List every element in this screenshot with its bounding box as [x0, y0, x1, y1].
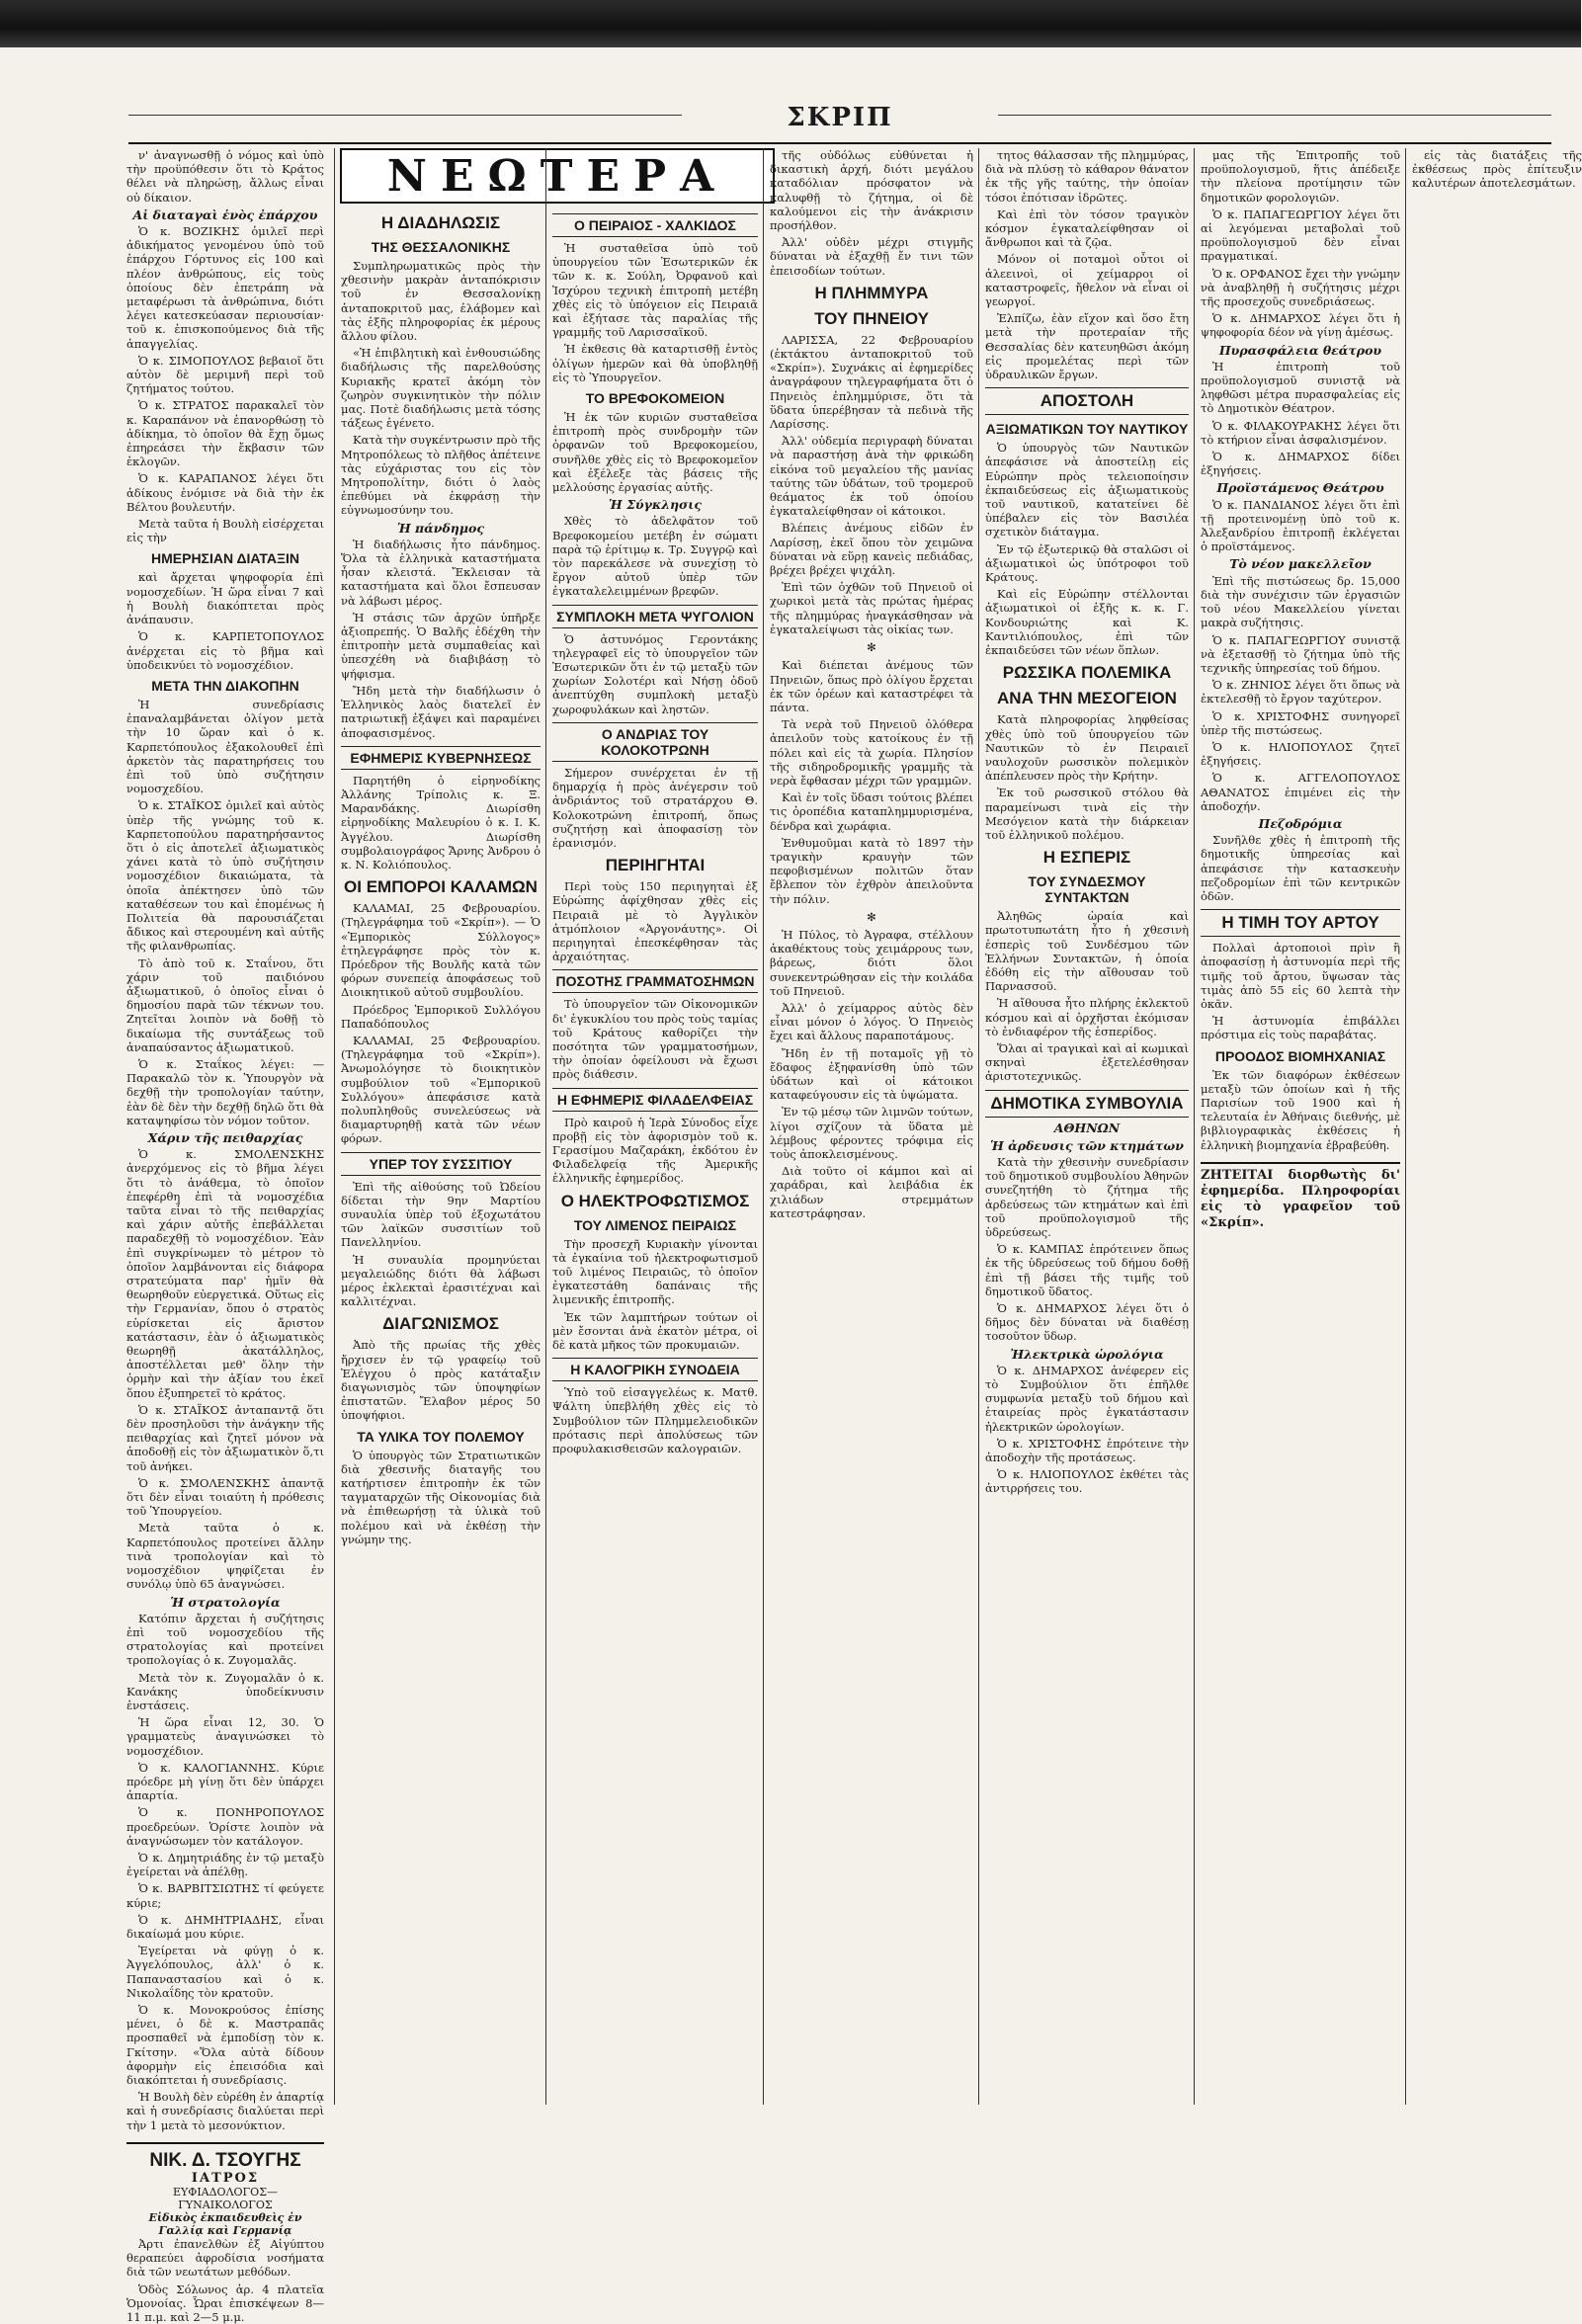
article-text: Ὁ κ. ΠΑΠΑΓΕΩΡΓΙΟΥ συνιστᾷ νὰ ἐξετασθῇ τὸ ζήτημα ὑπὸ τῆς τεχνικῆς ὑπηρεσίας τοῦ δήμου.	[1201, 632, 1400, 675]
article-headline: Ο ΗΛΕΚΤΡΟΦΩΤΙΣΜΟΣ	[560, 1191, 750, 1210]
article-text: Βλέπεις ἀνέμους εἰδῶν ἐν Λαρίσσῃ, ἐκεῖ ὅπου τὸν χειμῶνα δύναται νὰ εὕρῃ κανεὶς πεδιάδας, βρέχει βρέχει ψιχάλη.	[770, 521, 973, 578]
article-text: Ἡ συναυλία προμηνύεται μεγαλειώδης διότι θὰ λάβωσι μέρος ἐκλεκταὶ ἐρασιτέχναι καὶ καλλιτέχναι.	[341, 1252, 541, 1309]
article-headline: Η ΕΣΠΕΡΙΣ	[1042, 848, 1131, 868]
article-headline: ΤΑ ΥΛΙΚΑ ΤΟΥ ΠΟΛΕΜΟΥ	[357, 1428, 525, 1445]
article-text: Περὶ τοὺς 150 περιηγηταὶ ἐξ Εὐρώπης ἀφίχθησαν χθὲς εἰς Πειραιᾶ μὲ τὸ Ἀγγλικὸν ἀτμόπλοιον «Ἀργονάυτης». Οἱ περιηγηταὶ ἐπεσκέφθησαν τὰς ἀρχαιότητας.	[552, 879, 758, 964]
article-text: Ὁ ὑπουργὸς τῶν Στρατιωτικῶν διὰ χθεσινῆς διαταγῆς του κατήρτισεν ἐπιτροπὴν ἐκ τῶν ταγματαρχῶν τῆς Οἰκονομίας διὰ νὰ ἐπιθεωρήσῃ τὰ ὑλικὰ τοῦ πολέμου καὶ νὰ ἐκθέσῃ τὴν γνώμην της.	[341, 1448, 541, 1546]
article-headline: ΣΥΜΠΛΟΚΗ ΜΕΤΑ ΨΥΓΟΛΙΟΝ	[552, 605, 758, 628]
article-headline: ΟΙ ΕΜΠΟΡΟΙ ΚΑΛΑΜΩΝ	[344, 877, 538, 897]
article-text: Ὁ ἀστυνόμος Γεροντάκης τηλεγραφεῖ εἰς τὸ ὑπουργεῖον τῶν Ἐσωτερικῶν ὅτι ἐν τῷ μεταξὺ τῶν χωρίων Σολοτέρι καὶ Νήσῃ ὁδοῦ ἀνεπτύχθη συμπλοκὴ μεταξὺ χωροφυλάκων καὶ ληστῶν.	[552, 631, 758, 716]
article-headline: Ο ΠΕΙΡΑΙΟΣ - ΧΑΛΚΙΔΟΣ	[552, 213, 758, 237]
article-text: ΚΑΛΑΜΑΙ, 25 Φεβρουαρίου. (Τηλεγράφημα τοῦ «Σκρίπ»). — Ὁ «Ἐμπορικὸς Σύλλογος» ἐτηλεγράφησε πρὸς τὸν κ. Πρόεδρον τῆς Βουλῆς κατὰ τῶν φόρων συνεπείᾳ ἀποφάσεως τοῦ Διοικητικοῦ αὐτοῦ συμβουλίου.	[341, 901, 541, 1000]
article-text: Ἡ διαδήλωσις ἦτο πάνδημος. Ὅλα τὰ ἑλληνικὰ καταστήματα ἦσαν κλειστά. Ἔκλεισαν τὰ καταστήματα καὶ ὅλοι ἔσπευσαν νὰ λάβωσι μέρος.	[341, 537, 541, 608]
article-headline-sub: ΤΟΥ ΠΗΝΕΙΟΥ	[814, 308, 929, 328]
article-headline: Ο ΑΝΔΡΙΑΣ ΤΟΥ ΚΟΛΟΚΟΤΡΩΝΗ	[552, 722, 758, 762]
asterisk-divider: ✻	[867, 909, 876, 924]
article-text: Ὁ κ. ΔΗΜΑΡΧΟΣ ἀνέφερεν εἰς τὸ Συμβούλιον ὅτι ἐπῆλθε συμφωνία μεταξὺ τοῦ δήμου καὶ ἑταιρείας πρὸς ἐγκατάστασιν ἠλεκτρικῶν ὡρολογίων.	[985, 1363, 1189, 1434]
article-text: ν' ἀναγνωσθῇ ὁ νόμος καὶ ὑπὸ τὴν προϋπόθεσιν ὅτι τὸ Κράτος θέλει νὰ πληρώσῃ, ἄλλως εἶναι οὐ δίκαιον.	[126, 148, 324, 205]
article-text: Ἤδη ἐν τῇ ποταμοῖς γῇ τὸ ἔδαφος ἐξηφανίσθη ὑπὸ τῶν ὑδάτων καὶ οἱ κάτοικοι καταφεύγουσιν εἰς τὰ ὑψώματα.	[770, 1045, 973, 1103]
article-text: Πολλαὶ ἀρτοποιοὶ πρὶν ἢ ἀποφασίσῃ ἡ ἀστυνομία περὶ τῆς τιμῆς τοῦ ἄρτου, ὕψωσαν τὰς τιμὰς ἀπὸ 55 εἰς 60 λεπτὰ τὴν ὀκᾶν.	[1201, 941, 1400, 1011]
article-text: Χθὲς τὸ ἀδελφᾶτον τοῦ Βρεφοκομείου μετέβη ἐν σώματι παρὰ τῷ ἐρίτιμῳ κ. Τρ. Συγγρῷ καὶ τὸν παρεκάλεσε νὰ συνεχίσῃ τὸ ἔργον αὐτοῦ ὑπὲρ τῶν ἐγκαταλελειμμένων βρεφῶν.	[552, 514, 758, 599]
article-text: Ἀλλ' οὐδεμία περιγραφὴ δύναται νὰ παραστήσῃ ἀνὰ τὴν φρικώδη εἰκόνα τοῦ μεγαλείου τῆς μανίας ταύτης τῶν ὑδάτων, τοῦ τρομεροῦ θεάματος ἐκ τοῦ ὁποίου ἐγκαταλείφθησαν οἱ κάτοικοι.	[770, 434, 973, 519]
article-headline-sub: ΤΟΥ ΣΥΝΔΕΣΜΟΥ ΣΥΝΤΑΚΤΩΝ	[1028, 873, 1146, 906]
article-text: Ἡ συνεδρίασις ἐπαναλαμβάνεται ὀλίγον μετὰ τὴν 10 ὥραν καὶ ὁ κ. Καρπετόπουλος ἐξακολουθεῖ ἐπὶ ἀρκετὸν τὰς παρατηρήσεις του ἐπὶ τοῦ ὑπὸ συζήτησιν νομοσχεδίου.	[126, 697, 324, 796]
column-1	[126, 148, 324, 2324]
article-text: Σήμερον συνέρχεται ἐν τῇ δημαρχίᾳ ἡ πρὸς ἀνέγερσιν τοῦ ἀνδριάντος τοῦ στρατάρχου Θ. Κολοκοτρώνη ἐπιτροπή, ὅπως συζητήσῃ καὶ ἀποφασίσῃ τὸν ἐρανισμόν.	[552, 765, 758, 850]
article-text: Συνῆλθε χθὲς ἡ ἐπιτροπὴ τῆς δημοτικῆς ὑπηρεσίας καὶ ἀπεφάσισε τὴν κατασκευὴν πεζοδρομίων ἐπὶ τῶν κεντρικῶν ὁδῶν.	[1201, 833, 1400, 903]
section-heading: Πυρασφάλεια θεάτρου	[1218, 342, 1382, 358]
article-headline: Η ΔΙΑΔΗΛΩΣΙΣ	[380, 213, 501, 232]
column-5	[978, 148, 1189, 2105]
doctor-title: ΙΑΤΡΟΣ	[191, 2170, 260, 2186]
article-text: Κατὰ τὴν χθεσινὴν συνεδρίασιν τοῦ δημοτικοῦ συμβουλίου Ἀθηνῶν συνεζητήθη τὸ ζήτημα τῆς ἀρδεύσεως τῶν κτημάτων καὶ ἐπὶ τοῦ προϋπολογισμοῦ τῆς ὑδρεύσεως.	[985, 1154, 1189, 1239]
article-text: τῆς οὐδόλως εὐθύνεται ἡ δικαστικὴ ἀρχή, διότι μεγάλου καταδόλιαν πρόσφατον νὰ καλυφθῇ τὸ ζήτημα, οἱ δὲ καλούμενοι εἰς τὴν ἀνάκρισιν προσήλθον.	[770, 148, 973, 233]
article-text: Ἐκ τοῦ ρωσσικοῦ στόλου θὰ παραμείνωσι τινὰ εἰς τὴν Μεσόγειον κατὰ τὴν διάρκειαν τοῦ ἑλληνικοῦ πολέμου.	[985, 786, 1189, 842]
article-text: Ἡ αἴθουσα ἦτο πλήρης ἐκλεκτοῦ κόσμου καὶ αἱ ὀρχῆσται ἐκόμισαν τὸ ἐνδιαφέρον τῆς ἑσπερίδος.	[985, 996, 1189, 1038]
masthead-rule-right	[998, 115, 1551, 116]
article-text: Κατὰ πληροφορίας ληφθείσας χθὲς ὑπὸ τοῦ ὑπουργείου τῶν Ναυτικῶν τὸ ἐν Πειραιεῖ ναυλοχοῦν ρωσσικὸν πολεμικὸν ἀπέπλευσεν πρὸς τὴν Κρήτην.	[985, 712, 1189, 784]
article-text: Ἀληθῶς ὡραία καὶ πρωτοτυπωτάτη ἦτο ἡ χθεσινὴ ἑσπερὶς τοῦ Συνδέσμου τῶν Ἑλλήνων Συντακτῶν, ἡ ὁποία ἐδόθη εἰς τὴν αἴθουσαν τοῦ Παρνασσοῦ.	[985, 909, 1189, 994]
section-heading: Τὸ νέον μακελλεῖον	[1229, 556, 1372, 572]
article-text: Κατόπιν ἄρχεται ἡ συζήτησις ἐπὶ τοῦ νομοσχεδίου τῆς στρατολογίας καὶ προτείνει τροπολογίας ὁ κ. Ζυγομαλᾶς.	[126, 1611, 324, 1668]
article-text: Ὁ κ. ΒΟΖΙΚΗΣ ὁμιλεῖ περὶ ἀδικήματος γενομένου ὑπὸ τοῦ ἐπάρχου Γόρτυνος εἰς 100 καὶ πλέον ἀνθρώπους, εἰς τοὺς ὁποίους δὲν ἐπετράπη νὰ μεταφέρωσι τὰ ἀνθρώπινα, διότι λέγει κατεσκεύασαν περιουσίαν· τοῦ κ. ἐπισκοπούμενος διὰ τῆς ἀπαγγελίας.	[126, 224, 324, 351]
article-text: Ὁ κ. ΑΓΓΕΛΟΠΟΥΛΟΣ ΑΘΑΝΑΤΟΣ ἐπιμένει εἰς τὴν ἀποδοχήν.	[1201, 771, 1400, 813]
article-text: Πρὸ καιροῦ ἡ Ἱερὰ Σύνοδος εἶχε προβῇ εἰς τὸν ἀφορισμὸν τοῦ κ. Γερασίμου Μαζαράκη, ἐκδότου ἐν Φιλαδελφείᾳ τῆς Ἀμερικῆς ἑλληνικῆς ἐφημερίδος.	[552, 1115, 758, 1186]
article-text: Ἡ συσταθεῖσα ὑπὸ τοῦ ὑπουργείου τῶν Ἐσωτερικῶν ἐκ τῶν κ. κ. Σούλη, Ὀρφανοῦ καὶ Ἰσχύρου τεχνικὴ ἐπιτροπὴ μετέβη χθὲς εἰς τὸ ὑπόγειον εἰς Πειραιᾶ καὶ ἐξήτασε τὰς παραλίας τῆς γραμμῆς τοῦ Λαρισσαϊκοῦ.	[552, 241, 758, 340]
doctor-name: ΝΙΚ. Δ. ΤΣΟΥΓΗΣ	[149, 2149, 301, 2171]
article-text: Ἐν τῷ μέσῳ τῶν λιμνῶν τούτων, λίγοι σχίζουν τὰ ὕδατα μὲ λέμβους φέροντες τρόφιμα εἰς τοὺς ἀποκλεισμένους.	[770, 1105, 973, 1161]
article-headline-sub: ΤΟΥ ΛΙΜΕΝΟΣ ΠΕΙΡΑΙΩΣ	[573, 1216, 737, 1233]
article-text: Τὸ ὑπουργεῖον τῶν Οἰκονομικῶν δι' ἐγκυκλίου του πρὸς τοὺς ταμίας τοῦ Κράτους καθορίζει τὴν ποσότητα τῶν γραμματοσήμων, τὴν ὁποίαν ὀφείλουσι νὰ ἔχωσι πρὸς διάθεσιν.	[552, 997, 758, 1082]
article-text: Ὁ κ. ΣΜΟΛΕΝΣΚΗΣ ἀπαντᾷ ὅτι δὲν εἶναι τοιαύτη ἡ πρόθεσις τοῦ Ὑπουργείου.	[126, 1475, 324, 1519]
article-text: Ὁ κ. ΣΤΡΑΤΟΣ παρακαλεῖ τὸν κ. Καραπάνον νὰ ἐπανορθώσῃ τὸ ἀδίκημα, τὸ ὁποῖον θὰ ἔχῃ ὅμως ἐπηρεάσει τὴν ἔκβασιν τῶν ἐκλογῶν.	[126, 398, 324, 469]
article-text: Ὁ κ. ΦΙΛΑΚΟΥΡΑΚΗΣ λέγει ὅτι τὸ κτήριον εἶναι ἀσφαλισμένον.	[1201, 418, 1400, 447]
article-text: Καὶ διέπεται ἀνέμους τῶν Πηνειῶν, ὅπως πρὸ ὀλίγου ἔρχεται ἐκ τῶν ὀρέων καὶ καταστρέφει τὰ πάντα.	[770, 658, 973, 714]
article-headline: ΠΟΣΟΤΗΣ ΓΡΑΜΜΑΤΟΣΗΜΩΝ	[552, 969, 758, 993]
article-text: Ὁ κ. ΧΡΙΣΤΟΦΗΣ συνηγορεῖ ὑπὲρ τῆς πιστώσεως.	[1201, 708, 1400, 737]
section-heading: Ἠλεκτρικὰ ὡρολόγια	[1010, 1346, 1164, 1362]
article-headline: ΤΟ ΒΡΕΦΟΚΟΜΕΙΟΝ	[585, 390, 725, 407]
article-text: Τὸ ἀπὸ τοῦ κ. Σταΐνου, ὅτι χάριν τοῦ παιδιόνου ἀξιωματικοῦ, ὁ ὁποῖος εἶναι ὁ δημοσίου παρὰ τῶν τέκνων του. Ζητεῖται λοιπὸν νὰ δοθῇ τὸ δικαίωμα τῆς συντάξεως τοῦ ἀναπαύσαντος ἀξιωματικοῦ.	[126, 955, 324, 1054]
article-text: Ἐκ τῶν λαμπτήρων τούτων οἱ μὲν ἔσονται ἀνὰ ἐκατὸν μέτρα, οἱ δὲ κατὰ μῆκος τῶν προκυμαιῶν.	[552, 1309, 758, 1352]
article-text: Συμπληρωματικῶς πρὸς τὴν χθεσινὴν μακρὰν ἀνταπόκρισιν τοῦ ἐν Θεσσαλονίκῃ ἀνταποκριτοῦ μας, ἐλάβομεν καὶ τὰς ἑξῆς πληροφορίας ἐκ μέρους ἄλλου φίλου.	[341, 259, 541, 344]
article-text: Ἐπὶ τῆς πιστώσεως δρ. 15,000 διὰ τὴν συνέχισιν τῶν ἐργασιῶν τοῦ νέου Μακελλείου γίνεται μακρὰ συζήτησις.	[1201, 573, 1400, 630]
article-text: Ὁ κ. Μονοκρούσος ἐπίσης μένει, ὁ δὲ κ. Μαστραπᾶς προσπαθεῖ νὰ ἐμποδίσῃ τὸν κ. Γκίτσην. «Ὅλα αὐτὰ δίδουν ἀφορμὴν εἰς ἐπεισόδια καὶ διακόπτεται ἡ συνεδρίασις.	[126, 2002, 324, 2087]
article-text: Ἤδη μετὰ τὴν διαδήλωσιν ὁ Ἑλληνικὸς λαὸς διατελεῖ ἐν πατριωτικῇ ἐξάψει καὶ παραμένει ἀποφασισμένος.	[341, 683, 541, 740]
wanted-notice: ΖΗΤΕΙΤΑΙ διορθωτὴς δι' ἐφημερίδα. Πληροφορίαι εἰς τὸ γραφεῖον τοῦ «Σκρίπ».	[1201, 1162, 1400, 1231]
article-headline-sub: ΤΗΣ ΘΕΣΣΑΛΟΝΙΚΗΣ	[371, 239, 511, 255]
article-text: Μετὰ ταῦτα ἡ Βουλὴ εἰσέρχεται εἰς τὴν	[126, 517, 324, 545]
article-headline: ΠΡΟΟΔΟΣ ΒΙΟΜΗΧΑΝΙΑΣ	[1214, 1047, 1386, 1064]
article-headline: ΥΠΕΡ ΤΟΥ ΣΥΣΣΙΤΙΟΥ	[341, 1152, 541, 1176]
article-text: Μετὰ ταῦτα ὁ κ. Καρπετόπουλος προτείνει ἄλλην τινὰ τροπολογίαν καὶ τὸ νομοσχέδιον ψηφίζεται ἐν συνόλῳ ὑπὸ 65 ἀναγνώσει.	[126, 1521, 324, 1592]
article-text: Ἡ ἐκ τῶν κυριῶν συσταθεῖσα ἐπιτροπὴ πρὸς συνδρομὴν τῶν ὀρφανῶν τοῦ Βρεφοκομείου, συνῆλθε χθὲς εἰς τὸ Βρεφοκομεῖον καὶ ἐξέλεξε τὰς βάσεις τῆς μελλούσης ἐργασίας αὐτῆς.	[552, 410, 758, 495]
article-text: Ὁ κ. ΔΗΜΗΤΡΙΑΔΗΣ, εἶναι δικαίωμά μου κύριε.	[126, 1912, 324, 1941]
article-text: Ἡ ὥρα εἶναι 12, 30. Ὁ γραμματεὺς ἀναγινώσκει τὸ νομοσχέδιον.	[126, 1715, 324, 1758]
article-text: Ἀλλ' οὐδὲν μέχρι στιγμῆς δύναται νὰ ἐξαχθῇ ἔν τινι τῶν ἐπεισοδίων τούτων.	[770, 235, 973, 278]
article-text: Μόνον οἱ ποταμοὶ οὗτοι οἱ ἀλεεινοὶ, οἱ χείμαρροι οἱ καταστροφεῖς, ἤθελον νὰ εἶναι οἱ γεωργοί.	[985, 252, 1189, 309]
article-text: Ὁ κ. Δημητριάδης ἐν τῷ μεταξὺ ἐγείρεται νὰ ἀπέλθῃ.	[126, 1850, 324, 1879]
article-headline-sub: ΑΝΑ ΤΗΝ ΜΕΣΟΓΕΙΟΝ	[997, 689, 1177, 708]
article-text: Παρητήθη ὁ εἰρηνοδίκης Ἀλλάνης Τρίπολις κ. Ξ. Μαρανδάκης. Διωρίσθη εἰρηνοδίκης Μαλευρίου ὁ κ. Ι. Κ. Ἀγγέλου. Διωρίσθη συμβολαιογράφος Ἄρνης Ἀνδρου ὁ κ. Ν. Κολιόπουλος.	[341, 773, 541, 872]
article-text: Ὁ κ. ΚΑΡΠΕΤΟΠΟΥΛΟΣ ἀνέρχεται εἰς τὸ βῆμα καὶ ὑποδεικνύει τὸ νομοσχέδιον.	[126, 629, 324, 672]
article-text: Ὁ κ. ΣΤΑΪΚΟΣ ἀνταπαντᾷ ὅτι δὲν προσηλοῦσι τὴν ἀνάγκην τῆς πειθαρχίας καὶ ζητεῖ μόνον νὰ ἀποδοθῇ εἰς τὸν ἀξιωματικὸν ὅ,τι τοῦ ἀνήκει.	[126, 1402, 324, 1473]
article-text: Τὴν προσεχῆ Κυριακὴν γίνονται τὰ ἐγκαίνια τοῦ ἠλεκτροφωτισμοῦ τοῦ λιμένος Πειραιῶς, τὸ ὁποῖον ἐγκατεστάθη δαπάναις τῆς λιμενικῆς ἐπιτροπῆς.	[552, 1236, 758, 1307]
article-text: Ἡ ἀστυνομία ἐπιβάλλει πρόστιμα εἰς τοὺς παραβάτας.	[1201, 1014, 1400, 1042]
article-text: Καὶ εἰς Εὐρώπην στέλλονται ἀξιωματικοὶ οἱ ἑξῆς κ. κ. Γ. Κονδουριώτης καὶ Κ. Καντιλιόπουλος, ἐπὶ τῶν ἐκπαιδεύσει τῶν νέων ὅπλων.	[985, 587, 1189, 658]
article-text: Ὁ κ. ΠΑΝΔΙΑΝΟΣ λέγει ὅτι ἐπὶ τῇ προτεινομένῃ ὑπὸ τοῦ κ. Ἀλεξανδρίου ἐπιτροπῇ ἐκλέγεται ὁ προϊστάμενος.	[1201, 497, 1400, 554]
article-headline: Η ΠΛΗΜΜΥΡΑ	[814, 283, 929, 302]
article-text: Ἀπὸ τῆς πρωίας τῆς χθὲς ἤρχισεν ἐν τῷ γραφείῳ τοῦ Ἐλέγχου ὁ πρὸς κατάταξιν διαγωνισμὸς τῶν ὑποψηφίων ἐπιστατῶν. Ἔλαβον μέρος 50 ὑποψήφιοι.	[341, 1338, 541, 1423]
article-text: ΚΑΛΑΜΑΙ, 25 Φεβρουαρίου. (Τηλεγράφημα τοῦ «Σκρίπ»). Ἀνωμολόγησε τὸ διοικητικὸν συμβούλιον τοῦ «Ἐμπορικοῦ Συλλόγου» ἀπεφάσισε κατὰ πολυπληθοῦς συνελεύσεως νὰ διαμαρτυρηθῇ κατὰ τῶν νέων φόρων.	[341, 1033, 541, 1146]
article-text: Ἐπὶ τῶν ὀχθῶν τοῦ Πηνειοῦ οἱ χωρικοὶ μετὰ τὰς πρώτας ἡμέρας τῆς πλημμύρας ἠναγκάσθησαν νὰ ἐγκαταλείψωσι τὰς οἰκίας των.	[770, 580, 973, 636]
article-text: Ὁ κ. ΗΛΙΟΠΟΥΛΟΣ ζητεῖ ἐξηγήσεις.	[1201, 739, 1400, 769]
article-signature: Πρόεδρος Ἐμπορικοῦ Συλλόγου Παπαδόπουλος	[341, 1002, 541, 1031]
article-headline: Η ΤΙΜΗ ΤΟΥ ΑΡΤΟΥ	[1201, 909, 1400, 937]
article-headline: ΑΠΟΣΤΟΛΗ	[985, 387, 1189, 415]
article-text: καὶ ἄρχεται ψηφοφορία ἐπὶ νομοσχεδίων. Ἡ ὥρα εἶναι 7 καὶ ἡ Βουλὴ διακόπτεται πρὸς ἀνάπαυσιν.	[126, 570, 324, 627]
article-text: μας τῆς Ἐπιτροπῆς τοῦ προϋπολογισμοῦ, ἥτις ἀπέδειξε τὴν πλείονα προτίμησιν τῶν δημοτικῶν φορολογιῶν.	[1201, 148, 1400, 205]
article-text: Ὁ κ. ΣΤΑΪΚΟΣ ὁμιλεῖ καὶ αὐτὸς ὑπὲρ τῆς γνώμης τοῦ κ. Καρπετοπούλου παρατηρήσαντος ὅτι ὁ εἰς ἀποτελεῖ ἀξιωματικὸς χάνει κατὰ τὸ ὑπὸ συζήτησιν νομοσχέδιον δικαιώματα, τὰ ὁποῖα ἀπέκτησεν ὑπὸ τῶν καταθέσεων του καὶ ἐπομένως ἡ Πολιτεία θὰ παρουσιάζεται ἄδικος καὶ στερουμένη καὶ αὐτῆς τῆς φιλανθρωπίας.	[126, 798, 324, 954]
banner-space	[341, 148, 541, 208]
article-headline: Η ΚΑΛΟΓΡΙΚΗ ΣΥΝΟΔΕΙΑ	[552, 1358, 758, 1381]
section-banner: ΝΕΩΤΕΡΑ	[340, 148, 775, 204]
article-text: Ἐλπίζω, ἐὰν εἴχον καὶ ὅσο ἔτη μετὰ τὴν προτεραίαν τῆς Θεσσαλίας δὲν κατευηθῶσι ἀκόμη εἰς προμελέτας περὶ τῶν ὑδραυλικῶν ἔργων.	[985, 311, 1189, 382]
article-headline: ΡΩΣΣΙΚΑ ΠΟΛΕΜΙΚΑ	[1002, 663, 1172, 683]
article-text: Ἐκ τῶν διαφόρων ἐκθέσεων μεταξὺ τῶν ὁποίων καὶ ἡ τῆς Παρισίων τοῦ 1900 καὶ ἡ τελευταία ἐν Ἀθήναις διεθνής, μὲ βιβλιογραφικὰς ἐκθέσεις ἡ ἑλληνικὴ βιομηχανία ἐβραβεύθη.	[1201, 1067, 1400, 1152]
article-text: Ἡ Βουλὴ δὲν εὑρέθη ἐν ἀπαρτίᾳ καὶ ἡ συνεδρίασις διαλύεται περὶ τὴν 1 μετὰ τὸ μεσονύκτιον.	[126, 2090, 324, 2132]
article-headline: ΔΗΜΟΤΙΚΑ ΣΥΜΒΟΥΛΙΑ	[985, 1090, 1189, 1118]
article-text: Ἡ ἐπιτροπὴ τοῦ προϋπολογισμοῦ συνιστᾷ νὰ ληφθῶσι μέτρα πυρασφαλείας εἰς τὸ Δημοτικὸν Θέατρον.	[1201, 359, 1400, 416]
doctor-address: Ὁδὸς Σόλωνος ἀρ. 4 πλατεῖα Ὁμονοίας. Ὧραι ἐπισκέψεων 8—11 π.μ. καὶ 2—5 μ.μ.	[126, 2282, 324, 2324]
column-3	[545, 148, 758, 2105]
article-text: Ὁ κ. ΣΙΜΟΠΟΥΛΟΣ βεβαιοῖ ὅτι αὐτὸν δὲ μεριμνῆ περὶ τοῦ ζητήματος τούτου.	[126, 353, 324, 396]
doctor-specialty: ΕΥΦΙΑΔΟΛΟΓΟΣ—ΓΥΝΑΙΚΟΛΟΓΟΣ	[173, 2186, 278, 2212]
article-text: «Ἡ ἐπιβλητικὴ καὶ ἐνθουσιώδης διαδήλωσις τῆς παρελθούσης Κυριακῆς κρατεῖ ἀκόμη τὸν ζωηρὸν συγκινητικὸν τὴν πόλιν μας. Ποτὲ διαδήλωσις μετὰ τόσης τάξεως ἐγένετο.	[341, 346, 541, 431]
article-text: Ὁ κ. ΣΜΟΛΕΝΣΚΗΣ ἀνερχόμενος εἰς τὸ βῆμα λέγει ὅτι τὸ ἀνάθεμα, τὸ ὁποῖον ἐπεφέρθη ἐπὶ τὰ νομοσχέδια ταῦτα εἶναι τὸ τῆς πειθαρχίας καὶ χάριν αὐτῆς ἐπεβάλλεται παραδεχθῇ τὸ νομοσχέδιον. Ἐὰν ἐπὶ συγκρίνωμεν τὸ μέτρον τὸ ὁποῖον λαμβάνονται εἰς διάφορα στρατεύματα παρ' ἡμῖν θὰ θεωρηθοῦν εὐεργετικά. Οὕτως εἰς τὴν Γερμανίαν, ὅπου ὁ στρατὸς εὑρίσκεται εἰς ἄριστον κατάστασιν, ἐὰν ὁ ἀξιωματικὸς θεωρηθῇ ἀκατάλληλος, ἀποστέλλεται μεθ' ὅλην τὴν ὀρμὴν καὶ τὴν ἀξίαν του ἐκεῖ ὅπου ἐξυπηρετεῖ τὸ κράτος.	[126, 1147, 324, 1400]
article-text: Ὁ κ. ΠΟΝΗΡΟΠΟΥΛΟΣ προεδρεύων. Ὁρίστε λοιπὸν νὰ ἀναγνώσωμεν τὸν κατάλογον.	[126, 1805, 324, 1848]
section-heading: Ἡ στρατολογία	[170, 1594, 281, 1610]
column-6	[1194, 148, 1400, 2105]
article-text: Ἡ στάσις τῶν ἀρχῶν ὑπῆρξε ἀξιοπρεπής. Ὁ Βαλῆς ἐδέχθη τὴν ἐπιτροπὴν μετὰ συμπαθείας καὶ ὑπεσχέθη νὰ διαβιβάσῃ τὸ ψήφισμα.	[341, 610, 541, 681]
article-text: Ὁ κ. ΧΡΙΣΤΟΦΗΣ ἐπρότεινε τὴν ἀποδοχὴν τῆς προτάσεως.	[985, 1436, 1189, 1465]
doctor-training: Εἰδικὸς ἐκπαιδευθεὶς ἐν Γαλλίᾳ καὶ Γερμανίᾳ	[148, 2211, 302, 2238]
column-2	[334, 148, 541, 2105]
asterisk-divider: ✻	[867, 640, 876, 655]
article-text: Ὁ κ. ΔΗΜΑΡΧΟΣ δίδει ἐξηγήσεις.	[1201, 450, 1400, 478]
article-text: Ὁ κ. ΔΗΜΑΡΧΟΣ λέγει ὅτι ὁ δῆμος δὲν δύναται νὰ διαθέσῃ τοσοῦτον ὕδωρ.	[985, 1301, 1189, 1344]
article-text: Ὁ ὑπουργὸς τῶν Ναυτικῶν ἀπεφάσισε νὰ ἀποστείλῃ εἰς Εὐρώπην πρὸς τελειοποίησιν ἐκπαιδεύσεως εἰς ἀξιωματικοὺς τοῦ ναυτικοῦ, κατατείνει δὲ ὑπέβαλεν εἰς τὸν Βασιλέα σχετικὸν διάταγμα.	[985, 441, 1189, 540]
column-4	[763, 148, 973, 2105]
section-heading: Ἡ πάνδημος	[397, 520, 484, 536]
article-text: Ὅλαι αἱ τραγικαὶ καὶ αἱ κωμικαὶ σκηναὶ ἐξετελέσθησαν ἀριστοτεχνικῶς.	[985, 1040, 1189, 1084]
section-heading: Ἡ Σύγκλησις	[609, 497, 702, 513]
article-text: Ἐπὶ τῆς αἰθούσης τοῦ Ὠδείου δίδεται τὴν 9ην Μαρτίου συναυλία ὑπὲρ τοῦ ἐξοχωτάτου τῶν λαϊκῶν συσσιτίων τοῦ Πανελληνίου.	[341, 1179, 541, 1250]
section-heading: Αἱ διαταγαὶ ἑνὸς ἐπάρχου	[132, 207, 318, 222]
article-text: Μετὰ τὸν κ. Ζυγομαλᾶν ὁ κ. Κανάκης ὑποδείκνυσιν ἐνστάσεις.	[126, 1670, 324, 1712]
article-text: Τὰ νερὰ τοῦ Πηνειοῦ ὁλόθερα ἀπειλοῦν τοὺς κατοίκους ἐν τῇ πόλει καὶ εἰς τὰ χωρία. Πλησίον τῆς σιδηροδρομικῆς γραμμῆς τὰ νερὰ ἔφθασαν μέχρι τῶν γραμμῶν.	[770, 717, 973, 788]
article-text: Ὑπὸ τοῦ εἰσαγγελέως κ. Ματθ. Ψάλτη ὑπεβλήθη χθὲς εἰς τὸ Συμβούλιον τῶν Πλημμελειοδικῶν πρότασις περὶ ἀπολύσεως τῶν προφυλακισθεισῶν καλογραιῶν.	[552, 1385, 758, 1455]
doctor-text: Ἀρτι ἐπανελθὼν ἐξ Αἰγύπτου θεραπεύει ἀφροδίσια νοσήματα διὰ τῶν νεωτάτων μεθόδων.	[126, 2237, 324, 2280]
section-heading: ΗΜΕΡΗΣΙΑΝ ΔΙΑΤΑΞΙΝ	[151, 550, 299, 567]
article-text: Ὁ κ. ΟΡΦΑΝΟΣ ἔχει τὴν γνώμην νὰ ἀναβληθῇ ἡ συζήτησις μέχρι τῆς προσεχοῦς συνεδριάσεως.	[1201, 266, 1400, 309]
article-headline-sub: ΑΞΙΩΜΑΤΙΚΩΝ ΤΟΥ ΝΑΥΤΙΚΟΥ	[985, 421, 1189, 438]
article-headline: ΔΙΑΓΩΝΙΣΜΟΣ	[382, 1314, 499, 1334]
article-text: τητος θάλασσαν τῆς πλημμύρας, διὰ νὰ πλύσῃ τὸ κάθαρον θάνατον ἐκ τῆς γῆς ταύτης, τὴν ὁποίαν τόσοι ἐπότισαν ἱδρῶτες.	[985, 148, 1189, 205]
article-text: Ἐνθυμοῦμαι κατὰ τὸ 1897 τὴν τραγικὴν κραυγὴν τῶν πεφοβισμένων πολιτῶν ὅταν ἔβλεπον τὸν ἐχθρὸν ἀπειλοῦντα τὴν πόλιν.	[770, 835, 973, 906]
masthead	[128, 103, 1551, 144]
banner-space	[552, 148, 758, 208]
paper-name: ΣΚΡΙΠ	[787, 103, 893, 132]
article-text: Διὰ τοῦτο οἱ κάμποι καὶ αἱ χαράδραι, καὶ λειβάδια ἐκ χιλιάδων στρεμμάτων κατεστράφησαν.	[770, 1164, 973, 1220]
section-heading: ΜΕΤΑ ΤΗΝ ΔΙΑΚΟΠΗΝ	[151, 677, 299, 694]
doctor-advertisement	[126, 2142, 324, 2324]
article-text: Ὁ κ. ΚΑΜΠΑΣ ἐπρότεινεν ὅπως ἐκ τῆς ὑδρεύσεως τοῦ δήμου δοθῇ ἐπὶ τῇ βάσει τῆς τιμῆς τοῦ δημοτικοῦ ὕδατος.	[985, 1242, 1189, 1298]
article-text: Ὁ κ. ΖΗΝΙΟΣ λέγει ὅτι ὅπως νὰ ἐκτελεσθῇ τὸ ἔργον ταχύτερον.	[1201, 678, 1400, 706]
scan-top-edge	[0, 0, 1581, 47]
article-headline: Η ΕΦΗΜΕΡΙΣ ΦΙΛΑΔΕΛΦΕΙΑΣ	[552, 1088, 758, 1112]
article-text: Ὁ κ. ΒΑΡΒΙΤΣΙΩΤΗΣ τί φεύγετε κύριε;	[126, 1881, 324, 1910]
column-7	[1405, 148, 1582, 2105]
article-text: Ἀλλ' ὁ χείμαρρος αὐτὸς δὲν εἶναι μόνον ὁ λόγος. Ὁ Πηνειὸς ἔχει καὶ ἄλλους παραποτάμους.	[770, 1000, 973, 1043]
article-text: Καὶ ἐν τοῖς ὕδασι τούτοις βλέπει τις ὀροπέδια καταπλημμυρισμένα, δένδρα καὶ χωράφια.	[770, 790, 973, 833]
article-text: Ὁ κ. ΔΗΜΑΡΧΟΣ λέγει ὅτι ἡ ψηφοφορία δέον νὰ γίνῃ ἀμέσως.	[1201, 311, 1400, 340]
article-text: Ἐν τῷ ἐξωτερικῷ θὰ σταλῶσι οἱ ἀξιωματικοὶ ὡς ὑπότροφοι τοῦ Κράτους.	[985, 541, 1189, 585]
section-heading: Πεζοδρόμια	[1258, 815, 1343, 831]
article-text: Ἡ Πύλος, τὸ Ἀγραφα, στέλλουν ἀκαθέκτους τοὺς χειμάρρους των, βάρεως, διότι ὅλοι συνεκεντρώθησαν εἰς τὴν κοιλάδα τοῦ Πηνειοῦ.	[770, 927, 973, 998]
article-text: Ὁ κ. ΚΑΡΑΠΑΝΟΣ λέγει ὅτι ἀδίκους ἐνόμισε νὰ διὰ τὴν ἐκ Βέλτου βουλευτήν.	[126, 471, 324, 514]
article-text: Ὁ κ. Σταΐκος λέγει: — Παρακαλῶ τὸν κ. Ὑπουργὸν νὰ δεχθῇ τὴν τροπολογίαν ταύτην, ἐὰν δὲ δὲν τὴν δεχθῇ δηλῶ ὅτι θὰ καταψηφίσω τὸν νόμον τοῦτον.	[126, 1056, 324, 1127]
section-heading: Χάριν τῆς πειθαρχίας	[147, 1130, 303, 1145]
article-headline: ΕΦΗΜΕΡΙΣ ΚΥΒΕΡΝΗΣΕΩΣ	[341, 746, 541, 770]
article-text: Ὁ κ. ΠΑΠΑΓΕΩΡΓΙΟΥ λέγει ὅτι αἱ λεγόμεναι μεταβολαὶ τοῦ προϋπολογισμοῦ δὲν εἶναι πραγματικαί.	[1201, 207, 1400, 264]
section-heading: Ἡ ἀρδευσις τῶν κτημάτων	[990, 1137, 1184, 1153]
article-text: Ὁ κ. ΗΛΙΟΠΟΥΛΟΣ ἐκθέτει τὰς ἀντιρρήσεις του.	[985, 1467, 1189, 1496]
article-text: Κατὰ τὴν συγκέντρωσιν πρὸ τῆς Μητροπόλεως τὸ πλῆθος ἀπέτεινε τὰς εὐχάριστας του εἰς τὸν Μητροπολίτην, διότι ὁ λαὸς ἐπεθύμει νὰ ἐκφράσῃ τὴν εὐγνωμοσύνην του.	[341, 433, 541, 518]
article-text: Καὶ ἐπὶ τὸν τόσον τραγικὸν κόσμον ἐγκαταλείφθησαν οἱ ἄνθρωποι καὶ τὰ ζῷα.	[985, 207, 1189, 250]
article-text: Ἡ ἐκθεσις θὰ καταρτισθῇ ἐντὸς ὀλίγων ἡμερῶν καὶ θὰ ὑποβληθῇ εἰς τὸ Ὑπουργεῖον.	[552, 342, 758, 384]
section-subheading: ΑΘΗΝΩΝ	[1053, 1120, 1121, 1135]
article-text: ΛΑΡΙΣΣΑ, 22 Φεβρουαρίου (ἐκτάκτου ἀνταποκριτοῦ τοῦ «Σκρίπ»). Συχνάκις αἱ ἐφημερίδες ἀναγράφουν τηλεγραφήματα ὅτι ὁ Πηνειὸς ἐπλημμύρισε, ὅτι τὰ ὕδατα ὑπερέβησαν τὰ πεδινὰ τῆς Λαρίσσης.	[770, 332, 973, 432]
article-text: εἰς τὰς διατάξεις τῆς ἐκθέσεως πρὸς ἐπίτευξιν καλυτέρων ἀποτελεσμάτων.	[1412, 148, 1582, 191]
article-text: Ἐγείρεται νὰ φύγῃ ὁ κ. Ἀγγελόπουλος, ἀλλ' ὁ κ. Παπαναστασίου καὶ ὁ κ. Νικολαΐδης τὸν κρατοῦν.	[126, 1944, 324, 2000]
article-headline: ΠΕΡΙΗΓΗΤΑΙ	[605, 856, 706, 875]
section-heading: Προϊστάμενος Θεάτρου	[1216, 480, 1384, 496]
article-text: Ὁ κ. ΚΑΛΟΓΙΑΝΝΗΣ. Κύριε πρόεδρε μὴ γίνῃ ὅτι δὲν ὑπάρχει ἀπαρτία.	[126, 1760, 324, 1803]
